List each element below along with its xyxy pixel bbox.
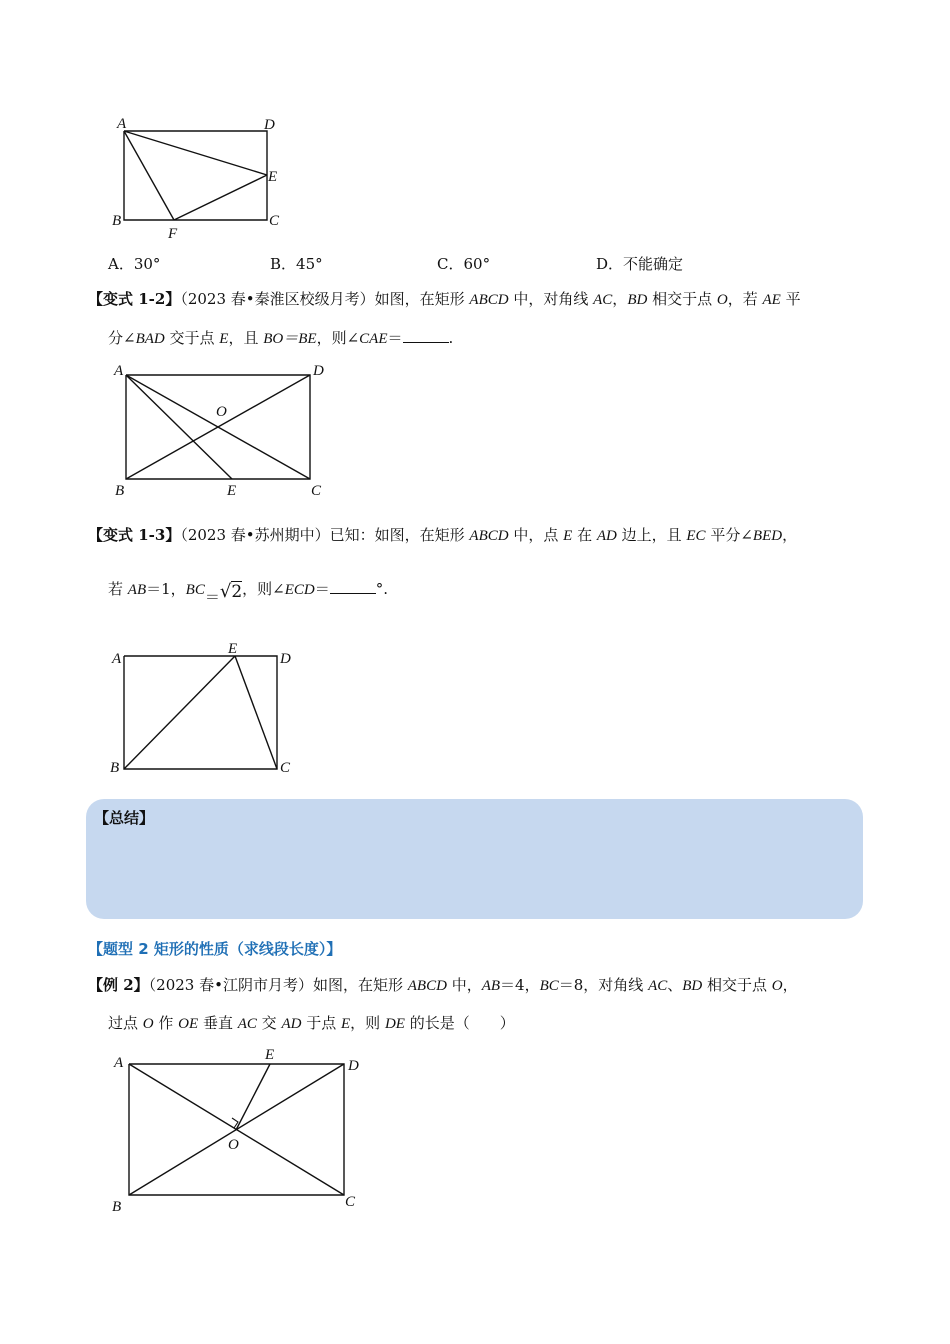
label-e: E <box>265 1047 275 1063</box>
option-b: B．45° <box>270 255 323 273</box>
label-a: A <box>114 363 124 379</box>
label-b: B <box>112 213 122 229</box>
q13-line2: 若 AB＝1，BC＝√2，则∠ECD＝ °. <box>108 580 389 606</box>
ex2-line2: 过点 O 作 OE 垂直 AC 交 AD 于点 E，则 DE 的长是（ ） <box>108 1014 515 1032</box>
label-a: A <box>112 651 122 667</box>
label-e: E <box>268 169 278 185</box>
label-e: E <box>227 483 237 499</box>
label-c: C <box>345 1194 356 1210</box>
label-a: A <box>117 116 127 132</box>
ex2-line1: 【例 2】（2023 春•江阴市月考）如图，在矩形 ABCD 中，AB＝4，BC＝8，对角线 AC、BD 相交于点 O， <box>88 976 798 994</box>
label-c: C <box>280 760 291 776</box>
figure-rectangle-e-on-ad <box>100 636 320 781</box>
option-c: C．60° <box>437 255 491 273</box>
answer-blank <box>330 579 376 594</box>
label-d: D <box>264 117 275 133</box>
q13-line1: 【变式 1-3】（2023 春•苏州期中）已知：如图，在矩形 ABCD 中，点 E 在 AD 边上，且 EC 平分∠BED， <box>88 526 798 544</box>
label-b: B <box>112 1199 122 1215</box>
label-c: C <box>311 483 322 499</box>
label-f: F <box>168 226 178 242</box>
label-o: O <box>228 1137 239 1153</box>
option-d: D．不能确定 <box>596 255 684 273</box>
label-b: B <box>115 483 125 499</box>
segment-be <box>124 656 235 769</box>
label-e: E <box>228 641 238 657</box>
label-d: D <box>280 651 291 667</box>
summary-label: 【总结】 <box>94 809 155 827</box>
q12-line1: 【变式 1-2】（2023 春•秦淮区校级月考）如图，在矩形 ABCD 中，对角线 AC，BD 相交于点 O，若 AE 平 <box>88 290 801 308</box>
label-d: D <box>313 363 324 379</box>
summary-box <box>86 799 863 919</box>
label-a: A <box>114 1055 124 1071</box>
sqrt-expression: √2 <box>219 581 243 602</box>
label-d: D <box>348 1058 359 1074</box>
segment-ec <box>235 656 277 769</box>
segment-fe <box>174 175 267 220</box>
rect-outline <box>124 656 277 769</box>
section-title: 【题型 2 矩形的性质（求线段长度）】 <box>88 940 342 958</box>
figure-rectangle-abcd-ef <box>100 110 320 240</box>
label-o: O <box>216 404 227 420</box>
q12-line2: 分∠BAD 交于点 E，且 BO＝BE，则∠CAE＝ . <box>108 329 454 347</box>
label-c: C <box>269 213 280 229</box>
figure-rectangle-diagonals-o <box>100 355 340 505</box>
option-a: A．30° <box>108 255 161 273</box>
label-b: B <box>110 760 120 776</box>
figure-rectangle-oe-perpendicular <box>100 1040 380 1220</box>
rect-outline <box>124 131 267 220</box>
segment-ae <box>126 375 232 479</box>
answer-blank <box>403 328 449 343</box>
